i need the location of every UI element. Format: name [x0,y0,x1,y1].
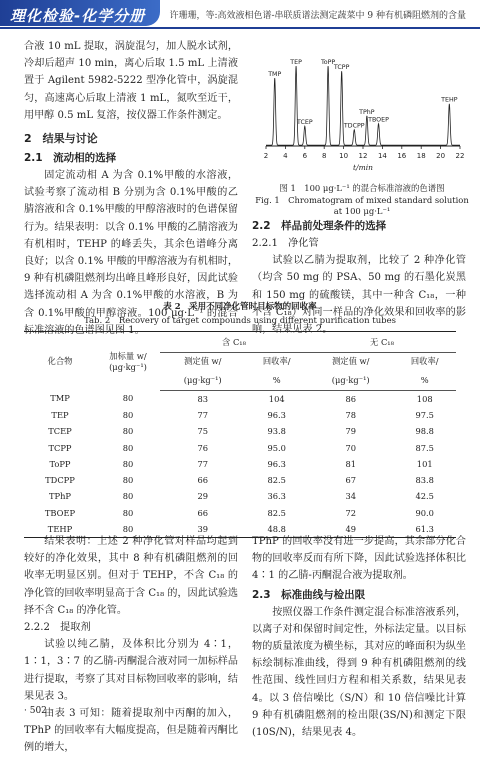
x-tick-label: 18 [416,152,426,160]
table-cell: ToPP [49,458,71,469]
peak-label: TMP [268,70,282,78]
table-row [24,407,456,423]
subsection-heading-mobile-phase: 2.1 流动相的选择 [24,152,117,165]
calibration-paragraph: 按照仪器工作条件测定混合标准溶液系列，以离子对和保留时间定性，外标法定量。以目标物的质量浓度为横坐标，其对应的峰面积为纵坐标绘制标准曲线，得到 9 种有机磷阻燃剂的线性范围、线性回归方程和相关系数，结果见表 4。以 3 倍信噪比（S/N）和 10 倍信噪比计算 9 种有机磷阻燃剂的检出限(3S/N)和测定下限(10S/N)，结果见表 4。 [252,606,466,739]
table-cell: 49 [308,521,393,538]
header-rule [0,27,480,29]
table-row [24,390,456,407]
table-cell: 66 [197,507,209,518]
header-recovery-1: 回收率/ [262,356,291,367]
x-tick-label: 6 [302,152,308,160]
table-header-row [24,332,456,353]
table-cell: 67 [345,475,356,486]
table-cell: 48.8 [245,521,308,538]
x-tick-label: 2 [263,152,269,160]
table3-paragraph: 由表 3 可知：随着提取剂中丙酮的加入，TPhP 的回收率有大幅度提高，但是随着丙酮比例的增大， [24,708,238,754]
x-tick-label: 12 [358,152,368,160]
peak-label: TEHP [441,96,458,104]
table-cell: 78 [345,409,356,420]
table-cell: 104 [268,393,285,404]
header-measured-1: 测定值 w/ [184,356,222,367]
table-cell: 96.3 [267,458,286,469]
left-column-top [24,38,238,339]
table-cell: 98.8 [415,426,434,437]
table-cell: 101 [416,458,433,469]
table-cell: TPhP [48,491,72,502]
cleanup-result-paragraph: 结果表明：上述 2 种净化管对样品均起到较好的净化效果，其中 8 种有机磷阻燃剂的回收率无明显区别。但对于 TEHP，不含 C₁₈ 的净化管的回收率明显高于含 C₁₈ 的，因此试验选择不含 C₁₈ 的净化管。 [24,536,239,616]
peak-label: TPhP [359,108,375,116]
table-cell: 80 [122,426,134,437]
page-number: · 502 · [24,706,53,716]
table-cell: 80 [122,491,134,502]
table-cell: 80 [122,393,134,404]
chromatogram-svg [252,40,472,180]
mobile-phase-paragraph: 固定流动相 A 为含 0.1%甲酸的水溶液，试验考察了流动相 B 分别为含 0.1%甲酸的乙腈溶液和含 0.1%甲酸的甲醇溶液时的色谱保留行为。结果表明：以含 0.1% 甲酸的乙腈溶液为有机相时，TEHP 的峰丢失，其余色谱峰分离良好；以含 0.1% 甲酸的甲醇溶液为有机相时，9 种有机磷阻燃剂均出峰且峰形良好，因此试验选择流动相 A 为含 0.1%甲酸的水溶液，B 为含 0.1%甲酸的甲醇溶液。100 μg·L⁻¹ 的混合标准溶液的色谱图见图 1。 [24,170,238,336]
table-cell: 97.5 [415,409,434,420]
table-cell: 86 [345,393,356,404]
table-row [24,505,456,521]
table-cell: TEHP [24,521,96,538]
journal-name: 理化检验-化学分册 [10,7,146,25]
table-caption-cn: 表 2 采用不同净化管时目标物的回收率 [163,302,317,312]
table-cell: 82.5 [267,475,286,486]
table-cell: 90.0 [415,507,434,518]
table-row [24,488,456,504]
table-cell: 81 [345,458,356,469]
x-tick-label: 14 [377,152,387,160]
header-group-without-c18: 无 C₁₈ [308,332,456,353]
subsubsection-heading-extractant: 2.2.2 提取剂 [24,622,91,634]
x-axis-label: t/min [353,163,373,172]
table-cell: 39 [160,521,245,538]
table-cell: 83 [197,393,209,404]
subsection-heading-pretreatment: 2.2 样品前处理条件的选择 [252,220,387,232]
running-title: 许珊珊，等:高效液相色谱-串联质谱法测定蔬菜中 9 种有机磷阻燃剂的含量 [169,11,466,21]
table-cell: 93.8 [267,426,286,437]
chromatogram-trace [266,66,460,145]
table-cell: 34 [345,491,356,502]
cleanup-paragraph: 试验以乙腈为提取剂，比较了 2 种净化管（均含 50 mg 的 PSA、50 mg 的石墨化炭黑和 150 mg 的硫酸镁，其中一种含 C₁₈，一种不含 C₁₈）对同一样品的净化效果和回收率的影响，结果见表 2。 [252,255,466,336]
peak-label: TCPP [333,64,350,72]
header-group-with-c18: 含 C₁₈ [160,332,308,353]
table-caption-en: Tab. 2 Recovery of target compounds using different purification tubes [83,316,397,326]
subsection-heading-calibration: 2.3 标准曲线与检出限 [252,588,366,601]
x-tick-label: 20 [436,152,446,160]
extractant-paragraph: 试验以纯乙腈，及体积比分别为 4∶1，1∶1，3∶7 的乙腈-丙酮混合液对同一加标样品进行提取，考察了其对目标物回收率的影响，结果见表 3。 [24,639,238,702]
table-cell: 75 [197,426,209,437]
table-cell: 80 [122,442,134,453]
table-row [24,439,456,455]
page-header [0,0,480,34]
unit-measured-2: (μg·kg⁻¹) [308,370,393,390]
table-cell: 80 [96,521,160,538]
x-tick-label: 22 [455,152,465,160]
subsubsection-heading-cleanup: 2.2.1 净化管 [252,238,319,249]
table-cell: 70 [345,442,356,453]
table-cell: 29 [197,491,209,502]
table-cell: TBOEP [44,507,76,518]
peak-label: TDCPP [343,122,365,130]
table-cell: 77 [197,409,209,420]
table-cell: 61.3 [393,521,456,538]
x-tick-label: 16 [397,152,407,160]
table-cell: 79 [345,426,356,437]
table-cell: 80 [122,475,134,486]
table-cell: 42.5 [415,491,434,502]
table-cell: 72 [345,507,356,518]
peak-label: TCEP [296,119,313,127]
table-cell: 76 [197,442,209,453]
table-cell: 80 [122,458,134,469]
table-cell: 36.3 [267,491,286,502]
table-row [24,472,456,488]
table-row [24,423,456,439]
table-row [24,456,456,472]
x-tick-label: 4 [283,152,288,160]
table-cell: TCEP [48,426,72,437]
table-cell: TMP [50,393,70,404]
table-cell: 108 [416,393,433,404]
table-body [24,390,456,538]
method-paragraph: 合液 10 mL 提取，涡旋混匀，加人脱水试剂，冷却后超声 10 min，离心后取 1.5 mL 上清液置于 Agilent 5982-5222 型净化管中，涡旋混匀，高速离心后取上清液 1 mL，氮吹至近干，用甲醇 0.5 mL 复溶，按仪器工作条件测定。 [24,41,238,121]
chromatogram-figure [252,40,472,180]
table-cell: 87.5 [415,442,434,453]
figure-caption [252,183,472,218]
x-tick-label: 8 [321,152,327,160]
unit-recovery-1: % [245,370,308,390]
peak-label: TBOEP [368,116,389,124]
table-cell: 66 [197,475,209,486]
x-tick-label: 10 [339,152,349,160]
recovery-table [24,331,456,538]
table-cell: 82.5 [267,507,286,518]
peak-label: ToPP [320,58,336,66]
unit-measured-1: (μg·kg⁻¹) [160,370,245,390]
left-column-bottom [24,533,238,757]
header-measured-2: 测定值 w/ [332,356,370,367]
right-column-bottom [252,533,466,741]
table-cell: 95.0 [267,442,286,453]
table-cell: 77 [197,458,209,469]
table-cell: TEP [51,409,69,420]
peak-label: TEP [290,58,302,66]
header-added: 加标量 w/ (μg·kg⁻¹) [96,332,160,391]
table-cell: 83.8 [415,475,434,486]
unit-recovery-2: % [393,370,456,390]
section-heading-results: 2 结果与讨论 [24,132,98,146]
table-cell: 96.3 [267,409,286,420]
header-compound: 化合物 [24,332,96,391]
table-cell: 80 [122,507,134,518]
extractant-conclusion-paragraph: TPhP 的回收率没有进一步提高，其余部分化合物的回收率反而有所下降，因此试验选择体积比 4∶1 的乙腈-丙酮混合液为提取剂。 [252,536,466,582]
figure-caption-en: Fig. 1 Chromatogram of mixed standard solution at 100 μg·L⁻¹ [255,194,469,216]
figure-caption-cn: 图 1 100 μg·L⁻¹ 的混合标准溶液的色谱图 [279,183,445,193]
table-cell: 80 [122,409,134,420]
header-recovery-2: 回收率/ [410,356,439,367]
table-cell: TCPP [48,442,72,453]
table-cell: TDCPP [45,475,75,486]
